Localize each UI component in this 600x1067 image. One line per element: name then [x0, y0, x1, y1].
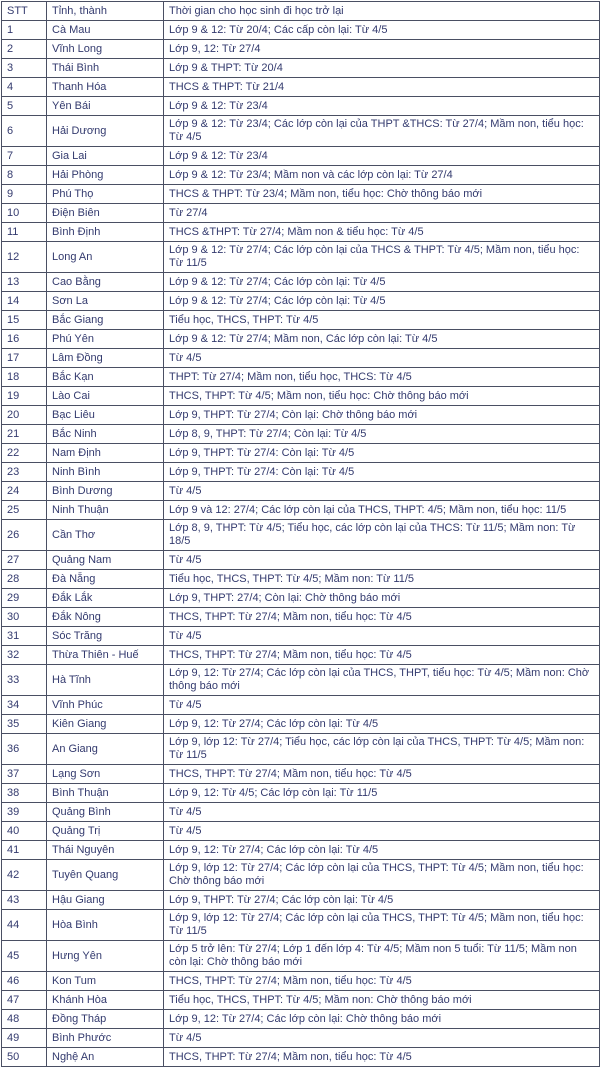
- table-row: [2, 822, 600, 841]
- row-schedule: Lớp 9, THPT: Từ 27/4: Còn lại: Từ 4/5: [164, 444, 600, 463]
- table-row: [2, 242, 600, 273]
- row-schedule: Lớp 8, 9, THPT: Từ 27/4; Còn lại: Từ 4/5: [164, 425, 600, 444]
- table-row: [2, 665, 600, 696]
- row-province: Đắk Nông: [47, 608, 164, 627]
- row-stt: 49: [2, 1029, 47, 1048]
- table-row: [2, 444, 600, 463]
- row-province: Tuyên Quang: [47, 860, 164, 891]
- row-schedule: Từ 4/5: [164, 551, 600, 570]
- row-province: Bắc Ninh: [47, 425, 164, 444]
- row-province: Cà Mau: [47, 21, 164, 40]
- table-row: [2, 1029, 600, 1048]
- row-schedule: Lớp 9, 12: Từ 27/4: [164, 40, 600, 59]
- row-schedule: Lớp 9, lớp 12: Từ 27/4; Tiểu học, các lớp còn lại của THCS, THPT: Từ 4/5; Mầm non: Từ 11/5: [164, 734, 600, 765]
- row-province: Hưng Yên: [47, 941, 164, 972]
- row-province: Bình Định: [47, 223, 164, 242]
- row-stt: 35: [2, 715, 47, 734]
- table-row: [2, 1048, 600, 1067]
- row-province: Sơn La: [47, 292, 164, 311]
- row-schedule: Lớp 9 & 12: Từ 23/4; Các lớp còn lại của THPT &THCS: Từ 27/4; Mầm non, tiểu học: Từ 4/5: [164, 116, 600, 147]
- row-stt: 33: [2, 665, 47, 696]
- row-stt: 42: [2, 860, 47, 891]
- table-row: [2, 97, 600, 116]
- row-stt: 34: [2, 696, 47, 715]
- table-row: [2, 941, 600, 972]
- row-schedule: Tiểu học, THCS, THPT: Từ 4/5; Mầm non: Từ 11/5: [164, 570, 600, 589]
- row-schedule: Lớp 9 & THPT: Từ 20/4: [164, 59, 600, 78]
- row-province: Kiên Giang: [47, 715, 164, 734]
- row-schedule: Từ 4/5: [164, 349, 600, 368]
- row-province: Long An: [47, 242, 164, 273]
- row-stt: 30: [2, 608, 47, 627]
- row-stt: 2: [2, 40, 47, 59]
- row-schedule: Lớp 9, THPT: 27/4; Còn lại: Chờ thông báo mới: [164, 589, 600, 608]
- row-province: Lạng Sơn: [47, 765, 164, 784]
- row-province: Ninh Bình: [47, 463, 164, 482]
- row-province: Hải Phòng: [47, 166, 164, 185]
- row-schedule: Lớp 9, lớp 12: Từ 27/4; Các lớp còn lại của THCS, THPT: Từ 4/5; Mầm non, tiểu học: Từ 11/5: [164, 910, 600, 941]
- table-row: [2, 520, 600, 551]
- row-schedule: Lớp 8, 9, THPT: Từ 4/5; Tiểu học, các lớp còn lại của THCS: Từ 11/5; Mầm non: Từ 18/5: [164, 520, 600, 551]
- column-header-province: Tỉnh, thành: [47, 2, 164, 21]
- row-stt: 37: [2, 765, 47, 784]
- row-schedule: Từ 4/5: [164, 482, 600, 501]
- row-stt: 15: [2, 311, 47, 330]
- table-row: [2, 147, 600, 166]
- row-schedule: Lớp 9, THPT: Từ 27/4: Còn lại: Từ 4/5: [164, 463, 600, 482]
- table-row: [2, 387, 600, 406]
- row-province: Bình Phước: [47, 1029, 164, 1048]
- table-row: [2, 570, 600, 589]
- row-stt: 23: [2, 463, 47, 482]
- row-stt: 43: [2, 891, 47, 910]
- row-stt: 40: [2, 822, 47, 841]
- table-row: [2, 551, 600, 570]
- row-stt: 21: [2, 425, 47, 444]
- row-schedule: Lớp 9 & 12: Từ 23/4; Mầm non và các lớp còn lại: Từ 27/4: [164, 166, 600, 185]
- row-stt: 26: [2, 520, 47, 551]
- row-schedule: Lớp 9, 12: Từ 27/4; Các lớp còn lại: Từ 4/5: [164, 715, 600, 734]
- row-schedule: Lớp 9 và 12: 27/4; Các lớp còn lại của THCS, THPT: 4/5; Mầm non, tiểu học: 11/5: [164, 501, 600, 520]
- row-province: Bắc Kạn: [47, 368, 164, 387]
- row-stt: 8: [2, 166, 47, 185]
- row-province: Kon Tum: [47, 972, 164, 991]
- table-row: [2, 292, 600, 311]
- row-province: Bắc Giang: [47, 311, 164, 330]
- row-stt: 10: [2, 204, 47, 223]
- table-row: [2, 696, 600, 715]
- row-stt: 44: [2, 910, 47, 941]
- row-schedule: THCS, THPT: Từ 27/4; Mầm non, tiểu học: Từ 4/5: [164, 646, 600, 665]
- row-stt: 7: [2, 147, 47, 166]
- row-province: Hà Tĩnh: [47, 665, 164, 696]
- table-row: [2, 891, 600, 910]
- table-row: [2, 1010, 600, 1029]
- row-stt: 12: [2, 242, 47, 273]
- row-stt: 27: [2, 551, 47, 570]
- row-schedule: Từ 4/5: [164, 803, 600, 822]
- row-stt: 29: [2, 589, 47, 608]
- column-header-schedule: Thời gian cho học sinh đi học trở lại: [164, 2, 600, 21]
- row-province: Sóc Trăng: [47, 627, 164, 646]
- table-row: [2, 330, 600, 349]
- table-row: [2, 116, 600, 147]
- row-stt: 41: [2, 841, 47, 860]
- row-province: Gia Lai: [47, 147, 164, 166]
- row-province: Đồng Tháp: [47, 1010, 164, 1029]
- table-row: [2, 972, 600, 991]
- table-row: [2, 349, 600, 368]
- row-province: Khánh Hòa: [47, 991, 164, 1010]
- row-stt: 17: [2, 349, 47, 368]
- row-stt: 9: [2, 185, 47, 204]
- row-stt: 25: [2, 501, 47, 520]
- table-row: [2, 734, 600, 765]
- row-schedule: THCS, THPT: Từ 27/4; Mầm non, tiểu học: Từ 4/5: [164, 608, 600, 627]
- row-province: Bình Dương: [47, 482, 164, 501]
- row-schedule: Lớp 9 & 12: Từ 20/4; Các cấp còn lại: Từ 4/5: [164, 21, 600, 40]
- table-row: [2, 646, 600, 665]
- row-province: Hòa Bình: [47, 910, 164, 941]
- row-schedule: Lớp 9 & 12: Từ 23/4: [164, 147, 600, 166]
- table-body: [2, 21, 600, 1067]
- table-row: [2, 589, 600, 608]
- row-province: Quảng Nam: [47, 551, 164, 570]
- row-province: Quảng Bình: [47, 803, 164, 822]
- row-schedule: Từ 4/5: [164, 627, 600, 646]
- table-row: [2, 273, 600, 292]
- row-stt: 4: [2, 78, 47, 97]
- row-stt: 45: [2, 941, 47, 972]
- row-stt: 11: [2, 223, 47, 242]
- row-province: Vĩnh Long: [47, 40, 164, 59]
- row-schedule: THCS & THPT: Từ 23/4; Mầm non, tiểu học: Chờ thông báo mới: [164, 185, 600, 204]
- row-stt: 32: [2, 646, 47, 665]
- row-stt: 28: [2, 570, 47, 589]
- table-row: [2, 78, 600, 97]
- row-province: Hậu Giang: [47, 891, 164, 910]
- row-stt: 18: [2, 368, 47, 387]
- row-stt: 36: [2, 734, 47, 765]
- table-row: [2, 40, 600, 59]
- table-header: [2, 2, 600, 21]
- table-row: [2, 166, 600, 185]
- row-stt: 46: [2, 972, 47, 991]
- row-schedule: THCS, THPT: Từ 27/4; Mầm non, tiểu học: Từ 4/5: [164, 765, 600, 784]
- row-province: Lào Cai: [47, 387, 164, 406]
- table-row: [2, 608, 600, 627]
- row-stt: 14: [2, 292, 47, 311]
- row-province: Bạc Liêu: [47, 406, 164, 425]
- row-province: Phú Yên: [47, 330, 164, 349]
- header-row: [2, 2, 600, 21]
- row-schedule: Từ 27/4: [164, 204, 600, 223]
- row-schedule: Lớp 9 & 12: Từ 27/4; Các lớp còn lại: Từ 4/5: [164, 292, 600, 311]
- row-province: An Giang: [47, 734, 164, 765]
- row-province: Nam Định: [47, 444, 164, 463]
- table-row: [2, 21, 600, 40]
- row-province: Vĩnh Phúc: [47, 696, 164, 715]
- table-row: [2, 59, 600, 78]
- row-province: Thanh Hóa: [47, 78, 164, 97]
- table-row: [2, 910, 600, 941]
- row-province: Bình Thuận: [47, 784, 164, 803]
- table-row: [2, 991, 600, 1010]
- row-schedule: Lớp 9 & 12: Từ 23/4: [164, 97, 600, 116]
- table-row: [2, 765, 600, 784]
- row-stt: 6: [2, 116, 47, 147]
- table-row: [2, 425, 600, 444]
- table-row: [2, 784, 600, 803]
- row-stt: 5: [2, 97, 47, 116]
- row-stt: 20: [2, 406, 47, 425]
- row-schedule: THCS &THPT: Từ 27/4; Mầm non & tiểu học: Từ 4/5: [164, 223, 600, 242]
- row-province: Nghệ An: [47, 1048, 164, 1067]
- table-row: [2, 501, 600, 520]
- row-stt: 47: [2, 991, 47, 1010]
- row-stt: 13: [2, 273, 47, 292]
- row-schedule: THCS, THPT: Từ 27/4; Mầm non, tiểu học: Từ 4/5: [164, 972, 600, 991]
- row-stt: 31: [2, 627, 47, 646]
- row-schedule: THCS & THPT: Từ 21/4: [164, 78, 600, 97]
- row-schedule: Tiểu học, THCS, THPT: Từ 4/5: [164, 311, 600, 330]
- row-schedule: Lớp 5 trở lên: Từ 27/4; Lớp 1 đến lớp 4: Từ 4/5; Mầm non 5 tuổi: Từ 11/5; Mầm non còn lại: Chờ thông báo mới: [164, 941, 600, 972]
- row-schedule: Từ 4/5: [164, 696, 600, 715]
- row-province: Ninh Thuận: [47, 501, 164, 520]
- row-province: Quảng Trị: [47, 822, 164, 841]
- row-schedule: Lớp 9, lớp 12: Từ 27/4; Các lớp còn lại của THCS, THPT: Từ 4/5; Mầm non, tiểu học: Chờ thông báo mới: [164, 860, 600, 891]
- row-province: Đắk Lắk: [47, 589, 164, 608]
- row-province: Yên Bái: [47, 97, 164, 116]
- row-stt: 1: [2, 21, 47, 40]
- table-row: [2, 223, 600, 242]
- row-province: Cao Bằng: [47, 273, 164, 292]
- row-schedule: Lớp 9, 12: Từ 27/4; Các lớp còn lại: Từ 4/5: [164, 841, 600, 860]
- table-row: [2, 482, 600, 501]
- row-schedule: Lớp 9, 12: Từ 27/4; Các lớp còn lại: Chờ thông báo mới: [164, 1010, 600, 1029]
- row-province: Thái Nguyên: [47, 841, 164, 860]
- row-schedule: Lớp 9, 12: Từ 27/4; Các lớp còn lại của THCS, THPT, tiểu học: Từ 4/5; Mầm non: Chờ thông báo mới: [164, 665, 600, 696]
- school-reopen-table: [1, 1, 600, 1067]
- row-stt: 16: [2, 330, 47, 349]
- row-schedule: Từ 4/5: [164, 822, 600, 841]
- table-row: [2, 463, 600, 482]
- row-schedule: Tiểu học, THCS, THPT: Từ 4/5; Mầm non: Chờ thông báo mới: [164, 991, 600, 1010]
- row-schedule: THCS, THPT: Từ 27/4; Mầm non, tiểu học: Từ 4/5: [164, 1048, 600, 1067]
- row-schedule: Lớp 9 & 12: Từ 27/4; Các lớp còn lại của THCS & THPT: Từ 4/5; Mầm non, tiểu học: Từ 11/5: [164, 242, 600, 273]
- row-stt: 48: [2, 1010, 47, 1029]
- row-stt: 50: [2, 1048, 47, 1067]
- row-province: Điện Biên: [47, 204, 164, 223]
- row-province: Đà Nẵng: [47, 570, 164, 589]
- row-stt: 38: [2, 784, 47, 803]
- table-row: [2, 803, 600, 822]
- row-schedule: Lớp 9 & 12: Từ 27/4; Mầm non, Các lớp còn lại: Từ 4/5: [164, 330, 600, 349]
- row-schedule: THCS, THPT: Từ 4/5; Mầm non, tiểu học: Chờ thông báo mới: [164, 387, 600, 406]
- row-province: Thừa Thiên - Huế: [47, 646, 164, 665]
- row-schedule: Từ 4/5: [164, 1029, 600, 1048]
- table-row: [2, 841, 600, 860]
- row-stt: 3: [2, 59, 47, 78]
- row-schedule: Lớp 9, 12: Từ 4/5; Các lớp còn lại: Từ 11/5: [164, 784, 600, 803]
- table-row: [2, 204, 600, 223]
- row-schedule: THPT: Từ 27/4; Mầm non, tiểu học, THCS: Từ 4/5: [164, 368, 600, 387]
- table-row: [2, 185, 600, 204]
- column-header-stt: STT: [2, 2, 47, 21]
- table-row: [2, 368, 600, 387]
- row-schedule: Lớp 9 & 12: Từ 27/4; Các lớp còn lại: Từ 4/5: [164, 273, 600, 292]
- row-stt: 22: [2, 444, 47, 463]
- table-row: [2, 715, 600, 734]
- row-province: Hải Dương: [47, 116, 164, 147]
- row-schedule: Lớp 9, THPT: Từ 27/4; Còn lại: Chờ thông báo mới: [164, 406, 600, 425]
- row-province: Cần Thơ: [47, 520, 164, 551]
- row-province: Lâm Đồng: [47, 349, 164, 368]
- row-stt: 39: [2, 803, 47, 822]
- table-row: [2, 406, 600, 425]
- row-stt: 24: [2, 482, 47, 501]
- row-province: Phú Thọ: [47, 185, 164, 204]
- row-stt: 19: [2, 387, 47, 406]
- table-row: [2, 627, 600, 646]
- row-schedule: Lớp 9, THPT: Từ 27/4; Các lớp còn lại: Từ 4/5: [164, 891, 600, 910]
- table-row: [2, 311, 600, 330]
- row-province: Thái Bình: [47, 59, 164, 78]
- table-row: [2, 860, 600, 891]
